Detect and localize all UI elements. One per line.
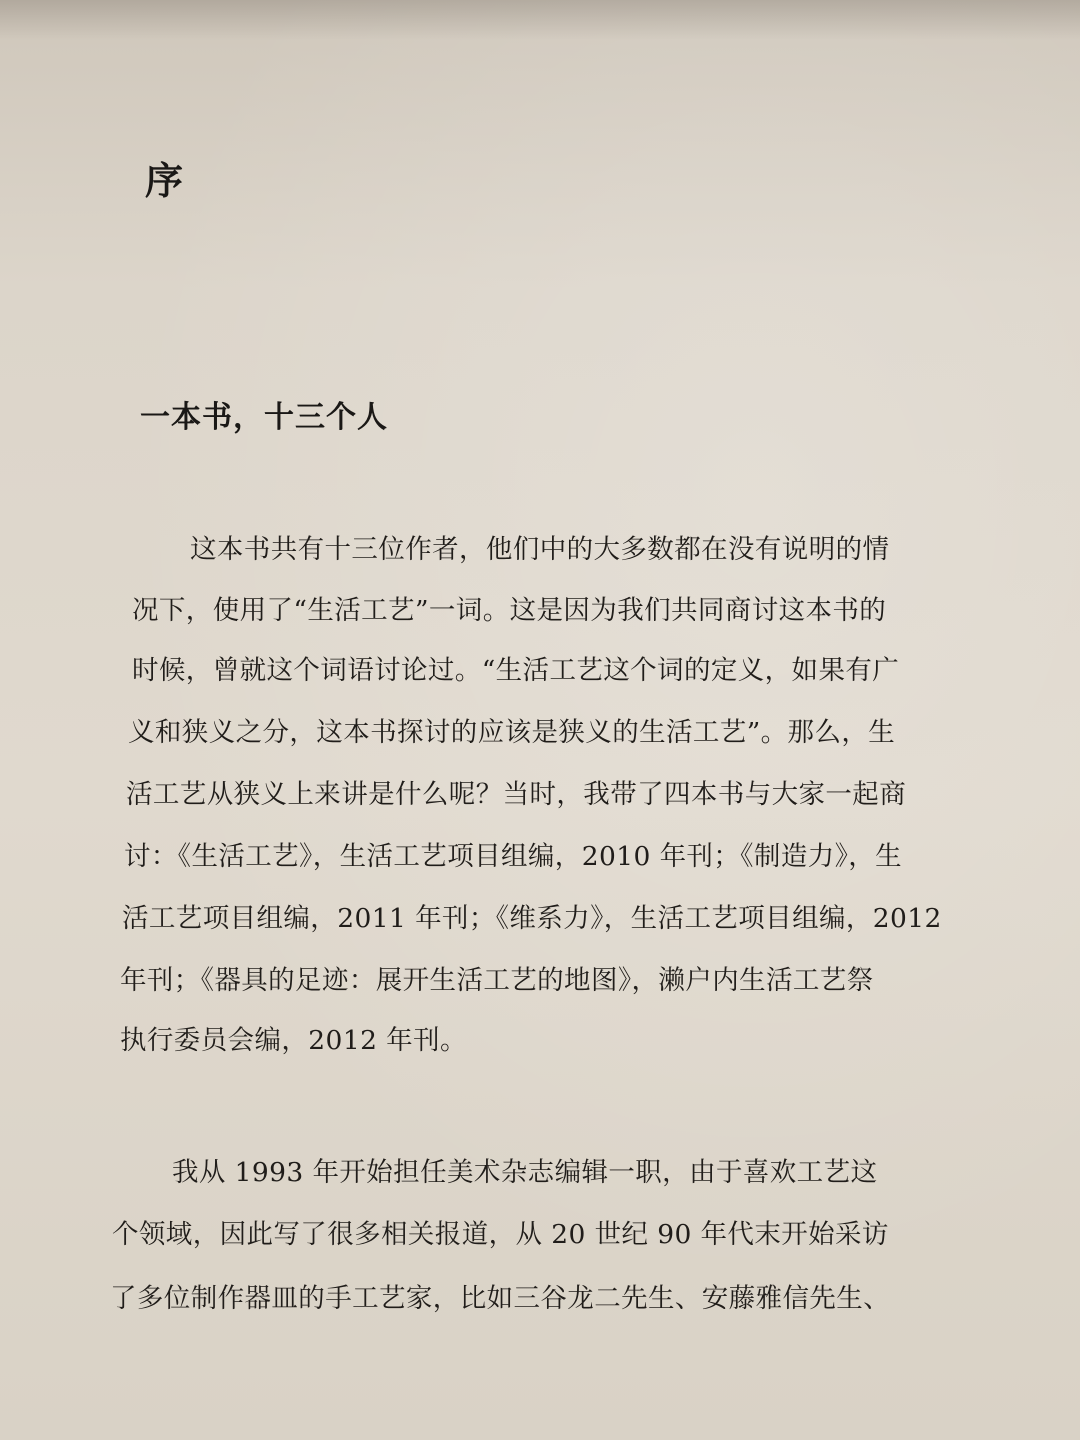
text-line: 我从 1993 年开始担任美术杂志编辑一职，由于喜欢工艺这 <box>172 1157 878 1188</box>
text-line: 活工艺项目组编，2011 年刊；《维系力》，生活工艺项目组编，2012 <box>122 903 942 934</box>
text-line: 这本书共有十三位作者，他们中的大多数都在没有说明的情 <box>190 534 890 565</box>
text-line: 时候，曾就这个词语讨论过。“生活工艺这个词的定义，如果有广 <box>132 655 900 686</box>
text-line: 讨：《生活工艺》，生活工艺项目组编，2010 年刊；《制造力》，生 <box>124 841 903 872</box>
section-title: 一本书，十三个人 <box>140 400 388 435</box>
page-edge-shadow <box>0 0 1080 40</box>
text-line: 个领域，因此写了很多相关报道，从 20 世纪 90 年代末开始采访 <box>112 1219 889 1250</box>
text-line: 了多位制作器皿的手工艺家，比如三谷龙二先生、安藤雅信先生、 <box>110 1283 891 1314</box>
text-line: 年刊；《器具的足迹：展开生活工艺的地图》，濑户内生活工艺祭 <box>120 965 874 996</box>
text-line: 执行委员会编，2012 年刊。 <box>120 1025 467 1056</box>
chapter-heading: 序 <box>145 158 184 203</box>
text-line: 活工艺从狭义上来讲是什么呢？当时，我带了四本书与大家一起商 <box>126 779 907 810</box>
text-line: 况下，使用了“生活工艺”一词。这是因为我们共同商讨这本书的 <box>132 595 887 626</box>
text-line: 义和狭义之分，这本书探讨的应该是狭义的生活工艺”。那么，生 <box>128 717 896 748</box>
